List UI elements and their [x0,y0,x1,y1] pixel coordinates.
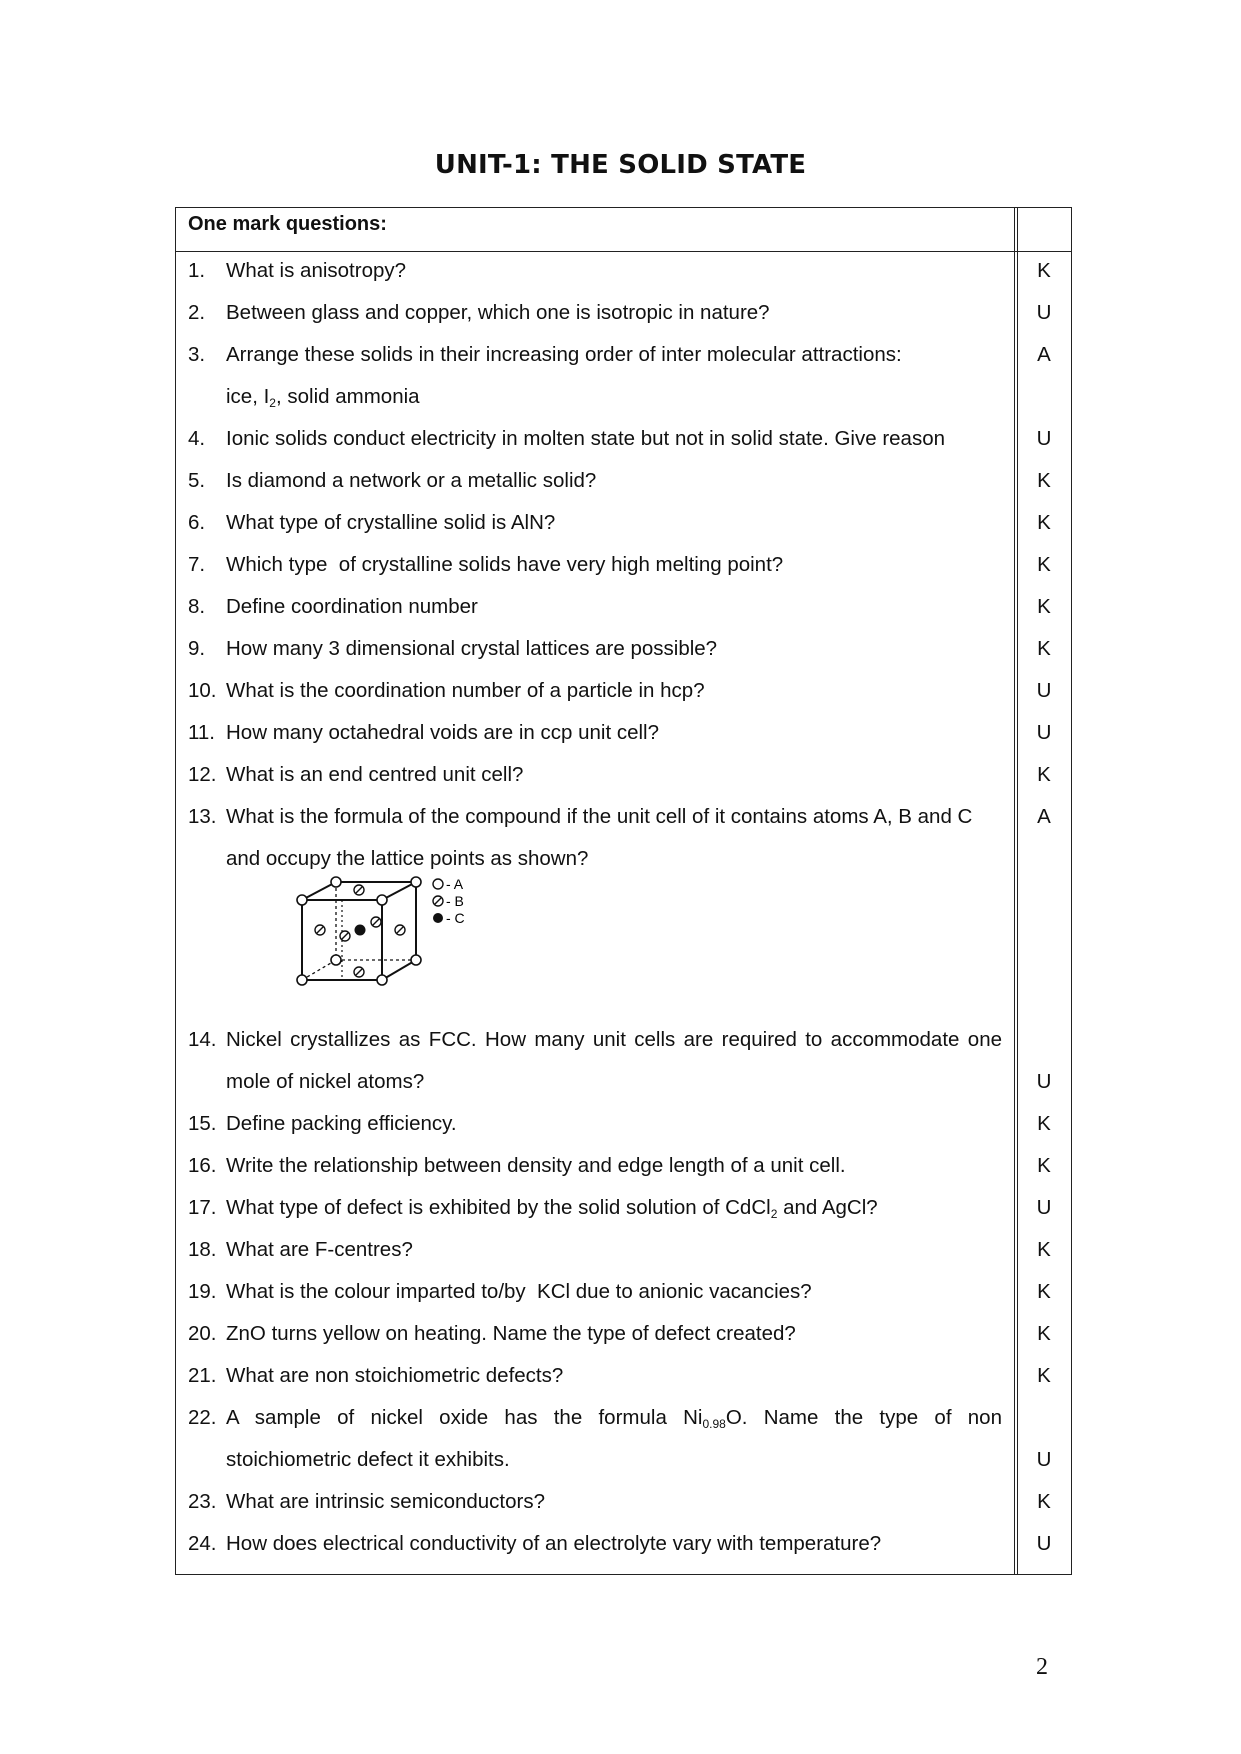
question-text-line2: mole of nickel atoms? [226,1070,425,1093]
cognitive-level: U [1036,301,1052,324]
question-number: 13. [188,805,217,828]
question-text: Write the relationship between density and edge length of a unit cell. [226,1154,846,1177]
question-text: What is the formula of the compound if the unit cell of it contains atoms A, B and C [226,805,973,828]
question-row [176,545,1071,587]
question-continuation [176,377,1071,419]
question-row [176,755,1071,797]
diagram-legend [433,876,465,926]
question-row [176,1482,1071,1524]
question-number: 17. [188,1196,217,1219]
question-row [176,251,1071,293]
atom-a [331,955,341,965]
question-row [176,1314,1071,1356]
question-number: 1. [188,259,206,282]
question-text-line2: ice, $I_2$, solid ammonia [226,385,420,410]
question-text: What type of defect is exhibited by the solid solution of CdCl$_2$ and AgCl? [226,1196,878,1221]
question-number: 23. [188,1490,217,1513]
question-number: 20. [188,1322,217,1345]
question-text-line2: and occupy the lattice points as shown? [226,847,589,870]
question-number: 7. [188,553,206,576]
question-text: Nickel crystallizes as FCC. How many unit cells are required to accommodate one [226,1028,1002,1051]
cognitive-level: K [1037,637,1051,660]
question-number: 21. [188,1364,217,1387]
question-continuation [176,1062,1071,1104]
question-number: 15. [188,1112,217,1135]
question-number: 22. [188,1406,217,1429]
section-heading: One mark questions: [188,213,387,235]
question-number: 6. [188,511,206,534]
cognitive-level: U [1036,427,1052,450]
cognitive-level: K [1037,1322,1051,1345]
cognitive-level: K [1037,553,1051,576]
page-number: 2 [1036,1654,1048,1680]
cognitive-level: K [1037,1280,1051,1303]
atom-b [340,931,350,941]
cognitive-level: U [1036,679,1052,702]
question-row [176,1230,1071,1272]
question-number: 3. [188,343,206,366]
cognitive-level: U [1036,721,1052,744]
question-text: What are F-centres? [226,1238,413,1261]
question-text: Which type of crystalline solids have very high melting point? [226,553,784,576]
question-text: What type of crystalline solid is AlN? [226,511,556,534]
question-row [176,419,1071,461]
question-text: What is an end centred unit cell? [226,763,524,786]
question-number: 4. [188,427,206,450]
question-number: 8. [188,595,206,618]
atom-a [411,877,421,887]
cognitive-level: K [1037,1112,1051,1135]
question-continuation [176,839,1071,881]
question-text: How many 3 dimensional crystal lattices are possible? [226,637,718,660]
atom-a [411,955,421,965]
question-number: 9. [188,637,206,660]
question-number: 12. [188,763,217,786]
cognitive-level: U [1036,1448,1052,1471]
legend-b-label: - B [446,893,464,909]
question-text: Define packing efficiency. [226,1112,457,1135]
atom-a [297,975,307,985]
atom-b [354,967,364,977]
question-table [175,207,1072,1575]
question-row [176,1146,1071,1188]
question-text-line2: stoichiometric defect it exhibits. [226,1448,510,1471]
cognitive-level: K [1037,259,1051,282]
atom-b [354,885,364,895]
question-text: What are intrinsic semiconductors? [226,1490,546,1513]
question-row [176,293,1071,335]
question-number: 14. [188,1028,217,1051]
legend-c-label: - C [446,910,465,926]
atom-b [371,917,381,927]
question-number: 24. [188,1532,217,1555]
question-continuation [176,1440,1071,1482]
cognitive-level: U [1036,1532,1052,1555]
atom-a [377,975,387,985]
question-text: Is diamond a network or a metallic solid? [226,469,597,492]
question-row [176,1104,1071,1146]
question-row [176,1020,1071,1062]
cognitive-level: K [1037,469,1051,492]
question-row [176,503,1071,545]
cognitive-level: K [1037,1490,1051,1513]
question-row [176,587,1071,629]
atom-a [331,877,341,887]
question-text: What is anisotropy? [226,259,407,282]
question-row [176,629,1071,671]
question-text: Define coordination number [226,595,478,618]
page-title: UNIT-1: THE SOLID STATE [434,150,807,180]
cognitive-level: A [1037,343,1051,366]
question-row [176,713,1071,755]
question-row [176,461,1071,503]
cognitive-level: K [1037,511,1051,534]
question-text: What is the coordination number of a particle in hcp? [226,679,705,702]
question-number: 11. [188,721,215,744]
question-text: What are non stoichiometric defects? [226,1364,564,1387]
question-row [176,1398,1071,1440]
question-number: 5. [188,469,206,492]
question-text: How does electrical conductivity of an electrolyte vary with temperature? [226,1532,882,1555]
cognitive-level: K [1037,1154,1051,1177]
question-text: Arrange these solids in their increasing order of inter molecular attractions: [226,343,902,366]
atom-b [315,925,325,935]
question-text: What is the colour imparted to/by KCl due to anionic vacancies? [226,1280,812,1303]
legend-a-label: - A [446,876,464,892]
atom-a [377,895,387,905]
question-row [176,1356,1071,1398]
cognitive-level: K [1037,1238,1051,1261]
atom-a [297,895,307,905]
question-number: 10. [188,679,217,702]
question-text: A sample of nickel oxide has the formula $Ni_{0.98}O$. Name the type of non [226,1406,1002,1431]
question-number: 2. [188,301,206,324]
cognitive-level: K [1037,1364,1051,1387]
cognitive-level: K [1037,595,1051,618]
question-row [176,335,1071,377]
unit-cell-diagram [296,876,496,1006]
question-number: 18. [188,1238,217,1261]
atom-c [355,925,366,936]
cognitive-level: A [1037,805,1051,828]
legend-a-marker [433,879,443,889]
question-number: 19. [188,1280,217,1303]
question-text: Ionic solids conduct electricity in molten state but not in solid state. Give reason [226,427,946,450]
question-text: Between glass and copper, which one is isotropic in nature? [226,301,770,324]
cognitive-level: U [1036,1196,1052,1219]
question-text: How many octahedral voids are in ccp unit cell? [226,721,659,744]
legend-c-marker [433,913,443,923]
legend-b-marker [433,896,443,906]
cognitive-level: U [1036,1070,1052,1093]
atom-b [395,925,405,935]
question-row [176,1272,1071,1314]
cognitive-level: K [1037,763,1051,786]
question-row [176,671,1071,713]
question-number: 16. [188,1154,217,1177]
question-row [176,1524,1071,1566]
question-row [176,1188,1071,1230]
question-text: ZnO turns yellow on heating. Name the type of defect created? [226,1322,796,1345]
question-row [176,797,1071,839]
